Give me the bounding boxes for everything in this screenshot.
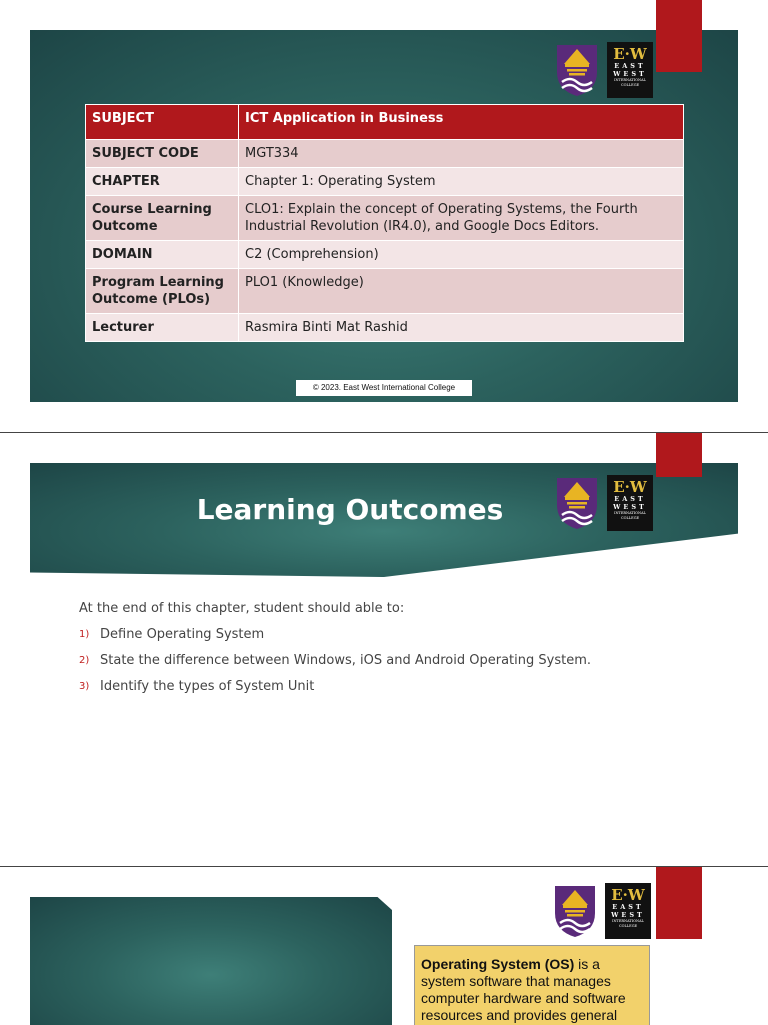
uitm-crest-icon xyxy=(552,883,598,939)
item-text: Identify the types of System Unit xyxy=(100,679,315,694)
row-value: Rasmira Binti Mat Rashid xyxy=(239,314,684,342)
row-label: SUBJECT xyxy=(86,105,239,140)
item-text: Define Operating System xyxy=(100,627,265,642)
copyright-notice: © 2023. East West International College xyxy=(296,380,472,396)
row-value: C2 (Comprehension) xyxy=(239,241,684,269)
table-row xyxy=(86,168,684,196)
item-text: State the difference between Windows, iOS and Android Operating System. xyxy=(100,653,591,668)
row-value: CLO1: Explain the concept of Operating Systems, the Fourth Industrial Revolution (IR4.0), and Google Docs Editors. xyxy=(239,196,684,241)
list-item xyxy=(79,653,599,669)
slide-operating-system xyxy=(0,866,768,1025)
os-term: Operating System (OS) xyxy=(421,956,575,972)
course-info-table xyxy=(85,104,684,342)
os-definition-box xyxy=(414,945,650,1025)
item-number: 1) xyxy=(79,629,90,640)
row-label: Program Learning Outcome (PLOs) xyxy=(86,269,239,314)
ew-west: WEST xyxy=(613,70,647,78)
table-row xyxy=(86,196,684,241)
red-accent-tab xyxy=(656,433,702,477)
red-accent-tab xyxy=(656,867,702,939)
row-label: CHAPTER xyxy=(86,168,239,196)
table-row xyxy=(86,314,684,342)
ew-college-logo xyxy=(607,475,653,531)
ew-college: COLLEGE xyxy=(620,516,640,520)
row-value: PLO1 (Knowledge) xyxy=(239,269,684,314)
ew-west: WEST xyxy=(611,911,645,919)
item-number: 2) xyxy=(79,655,90,666)
ew-international: INTERNATIONAL xyxy=(612,919,644,923)
outcomes-intro: At the end of this chapter, student should able to: xyxy=(79,601,405,616)
logo-group xyxy=(554,42,653,98)
row-label: SUBJECT CODE xyxy=(86,140,239,168)
ew-college-logo xyxy=(607,42,653,98)
teal-background-panel xyxy=(30,897,392,1025)
table-row xyxy=(86,140,684,168)
ew-international: INTERNATIONAL xyxy=(614,78,646,82)
ew-east: EAST xyxy=(614,62,646,70)
uitm-crest-icon xyxy=(554,475,600,531)
ew-east: EAST xyxy=(614,495,646,503)
uitm-crest-icon xyxy=(554,42,600,98)
ew-east: EAST xyxy=(612,903,644,911)
slide-course-info xyxy=(0,0,768,432)
list-item xyxy=(79,679,599,695)
ew-international: INTERNATIONAL xyxy=(614,511,646,515)
ew-mark: E·W xyxy=(611,886,645,904)
slide-title: Learning Outcomes xyxy=(196,493,504,526)
slide-learning-outcomes xyxy=(0,432,768,867)
item-number: 3) xyxy=(79,681,90,692)
row-value: Chapter 1: Operating System xyxy=(239,168,684,196)
logo-group xyxy=(554,475,653,531)
ew-college: COLLEGE xyxy=(620,83,640,87)
outcomes-list xyxy=(79,627,599,705)
ew-mark: E·W xyxy=(613,478,647,496)
logo-group xyxy=(552,883,651,939)
row-label: Lecturer xyxy=(86,314,239,342)
ew-west: WEST xyxy=(613,503,647,511)
ew-mark: E·W xyxy=(613,45,647,63)
os-definition-text: is a system software that manages computer hardware and software resources and provides general xyxy=(421,956,626,1023)
table-row xyxy=(86,105,684,140)
row-value: ICT Application in Business xyxy=(239,105,684,140)
row-value: MGT334 xyxy=(239,140,684,168)
row-label: Course Learning Outcome xyxy=(86,196,239,241)
table-row xyxy=(86,269,684,314)
red-accent-tab xyxy=(656,0,702,72)
ew-college: COLLEGE xyxy=(618,924,638,928)
row-label: DOMAIN xyxy=(86,241,239,269)
ew-college-logo xyxy=(605,883,651,939)
list-item xyxy=(79,627,599,643)
table-row xyxy=(86,241,684,269)
